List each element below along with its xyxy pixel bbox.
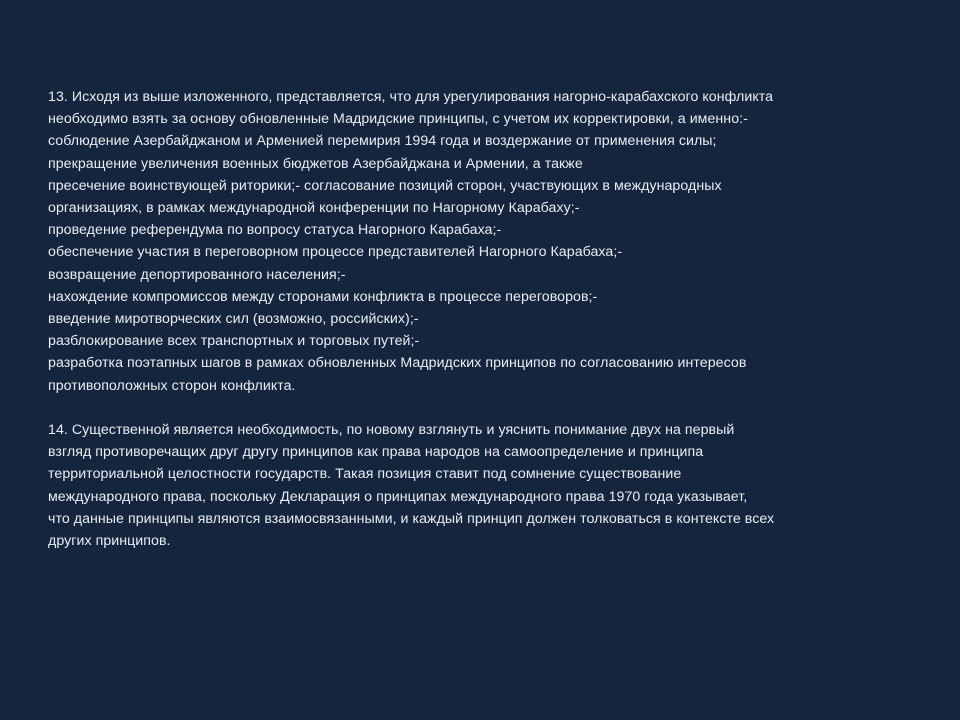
paragraph-13-line: разблокирование всех транспортных и торговых путей;- [48,333,420,350]
paragraph-13-line: введение миротворческих сил (возможно, российских);- [48,311,419,328]
paragraph-13-line: противоположных сторон конфликта. [48,377,296,394]
paragraph-13-line: прекращение увеличения военных бюджетов Азербайджана и Армении, а также [48,155,583,172]
paragraph-13-line: пресечение воинствующей риторики;- согласование позиций сторон, участвующих в международных [48,177,722,194]
paragraph-14-line: взгляд противоречащих друг другу принципов как права народов на самоопределение и принципа [48,444,704,461]
paragraph-13-line: разработка поэтапных шагов в рамках обновленных Мадридских принципов по согласованию интересов [48,355,747,372]
paragraph-13 [48,86,938,397]
paragraph-14-line: территориальной целостности государств. Такая позиция ставит под сомнение существование [48,466,682,483]
paragraph-14-line: других принципов. [48,533,171,550]
paragraph-14-line: 14. Существенной является необходимость, по новому взглянуть и уяснить понимание двух на первый [48,422,735,439]
paragraph-14 [48,419,938,552]
paragraph-14-line: что данные принципы являются взаимосвязанными, и каждый принцип должен толковаться в контексте всех [48,510,775,527]
paragraph-13-line: возвращение депортированного населения;- [48,266,346,283]
slide-body-text [48,86,938,552]
paragraph-13-line: проведение референдума по вопросу статуса Нагорного Карабаха;- [48,222,502,239]
paragraph-13-line: организациях, в рамках международной конференции по Нагорному Карабаху;- [48,200,580,217]
paragraph-13-line: необходимо взять за основу обновленные Мадридские принципы, с учетом их корректировки, а именно:- [48,111,748,128]
paragraph-13-line: нахождение компромиссов между сторонами конфликта в процессе переговоров;- [48,288,598,305]
paragraph-13-line: обеспечение участия в переговорном процессе представителей Нагорного Карабаха;- [48,244,623,261]
paragraph-spacer [48,397,938,419]
paragraph-13-line: 13. Исходя из выше изложенного, представляется, что для урегулирования нагорно-карабахского конфликта [48,89,774,105]
paragraph-14-line: международного права, поскольку Декларация о принципах международного права 1970 года указывает, [48,488,748,505]
paragraph-13-line: соблюдение Азербайджаном и Арменией перемирия 1994 года и воздержание от применения силы; [48,133,717,150]
